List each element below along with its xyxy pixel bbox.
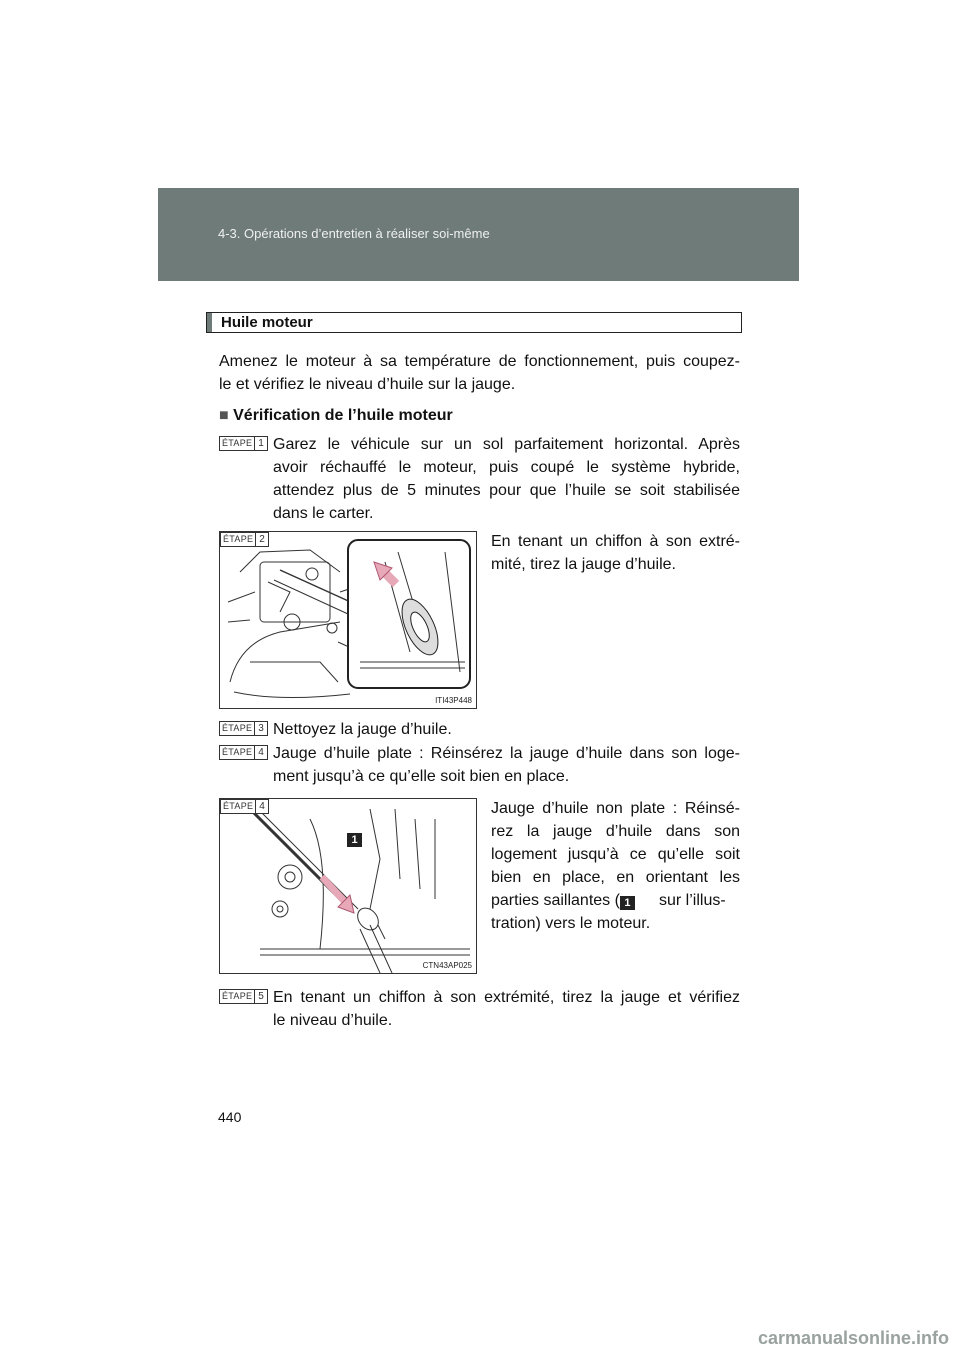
engine-bay-illustration [219,531,477,709]
dipstick-drawing [220,799,476,973]
step-number: 3 [254,722,267,735]
step-badge-1 [219,436,268,451]
step-label: ÉTAPE [223,534,254,544]
dipstick-illustration [219,798,477,974]
step-label: ÉTAPE [222,438,253,448]
step2-line-1: En tenant un chiffon à son extré- [491,533,740,550]
step4-line-1: Jauge d’huile plate : Réinsérez la jauge d’huile dans son loge- [273,745,740,762]
step4b-line-3: logement jusqu’à ce qu’elle soit [491,846,740,863]
step-label: ÉTAPE [222,747,253,757]
step4b-line-4: bien en place, en orientant les [491,869,740,886]
step-label: ÉTAPE [222,991,253,1001]
step-badge-4 [219,745,268,760]
callout-marker-inline: 1 [620,896,635,910]
step4b-line-6: tration) vers le moteur. [491,915,651,932]
intro-line-2: le et vérifiez le niveau d’huile sur la jauge. [219,376,516,393]
step-number: 4 [254,746,267,759]
step4b-line-5b: sur l’illus- [659,892,726,909]
step-badge-3 [219,721,268,736]
chapter-header-title: 4-3. Opérations d’entretien à réaliser soi-même [218,226,490,241]
step-badge-5 [219,989,268,1004]
step4b-line-5-start: parties saillantes ( [491,892,620,909]
engine-bay-drawing [220,532,476,708]
step1-line-4: dans le carter. [273,505,374,522]
step2-line-2: mité, tirez la jauge d’huile. [491,556,676,573]
figure-code: ITI43P448 [435,696,472,705]
section-title: Huile moteur [221,314,313,331]
step3-line-1: Nettoyez la jauge d’huile. [273,721,452,738]
figure-code: CTN43AP025 [422,961,472,970]
step-number: 4 [255,800,268,813]
step4b-line-5a [491,889,635,913]
square-bullet-icon: ■ [219,407,229,424]
step-number: 2 [255,533,268,546]
step-label: ÉTAPE [222,723,253,733]
subsection-heading [219,404,453,428]
intro-line-1: Amenez le moteur à sa température de fonctionnement, puis coupez- [219,353,740,370]
figure-step-badge [220,532,269,547]
step-label: ÉTAPE [223,801,254,811]
step5-line-1: En tenant un chiffon à son extrémité, tirez la jauge et vérifiez [273,989,740,1006]
section-heading-box [206,312,742,333]
subsection-title: Vérification de l’huile moteur [233,407,453,424]
step1-line-1: Garez le véhicule sur un sol parfaitement horizontal. Après [273,436,740,453]
watermark: carmanualsonline.info [758,1328,950,1348]
step1-line-3: attendez plus de 5 minutes pour que l’huile se soit stabilisée [273,482,740,499]
page-number: 440 [218,1109,242,1125]
step5-line-2: le niveau d’huile. [273,1012,393,1029]
step-number: 5 [254,990,267,1003]
step1-line-2: avoir réchauffé le moteur, puis coupé le système hybride, [273,459,740,476]
step-number: 1 [254,437,267,450]
step4b-line-2: rez la jauge d’huile dans son [491,823,740,840]
section-heading-accent [207,313,212,332]
figure-step-badge [220,799,269,814]
step4b-line-1: Jauge d’huile non plate : Réinsé- [491,800,740,817]
callout-marker: 1 [347,833,362,847]
step4-line-2: ment jusqu’à ce qu’elle soit bien en place. [273,768,570,785]
